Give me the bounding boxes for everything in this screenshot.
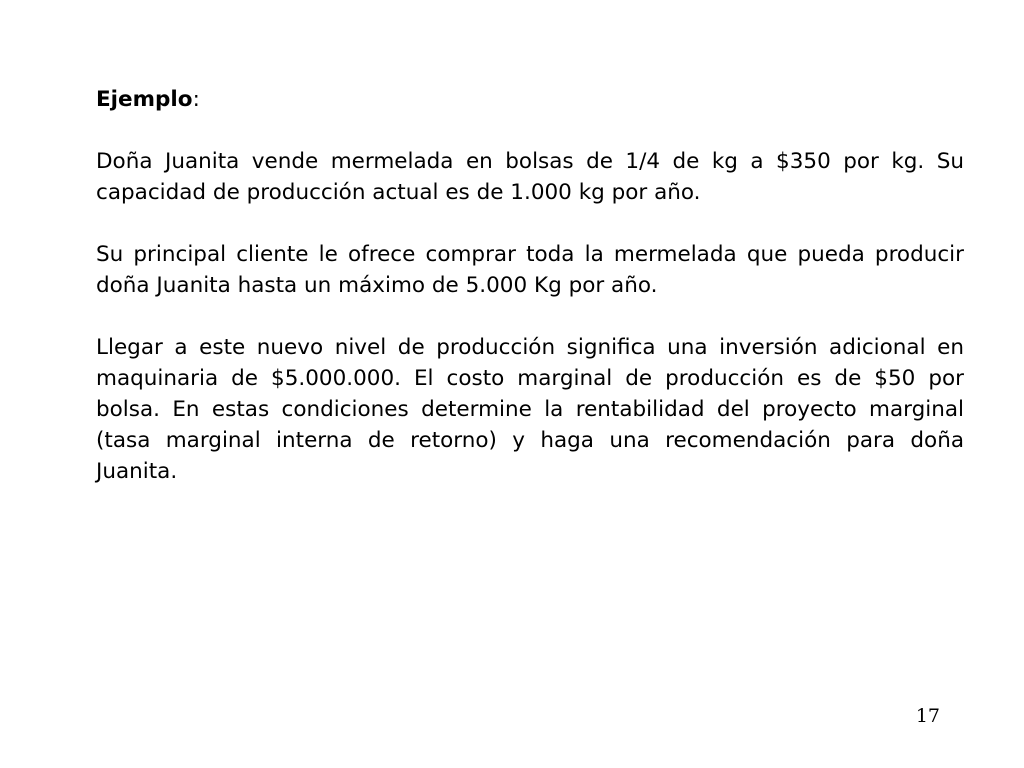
paragraph-client-offer: Su principal cliente le ofrece comprar toda la mermelada que pueda producir doña Juanita hasta un máximo de 5.000 Kg por año. <box>96 242 964 298</box>
example-heading-label: Ejemplo <box>96 87 193 112</box>
example-heading-colon: : <box>192 87 200 112</box>
paragraph-investment-question: Llegar a este nuevo nivel de producción significa una inversión adicional en maquinaria de $5.000.000. El costo marginal de producción es de $50 por bolsa. En estas condiciones determine la rentabilidad del proyecto marginal (tasa marginal interna de retorno) y haga una recomendación para doña Juanita. <box>96 335 964 484</box>
slide-content <box>96 84 964 518</box>
paragraph-problem-intro: Doña Juanita vende mermelada en bolsas de 1/4 de kg a $350 por kg. Su capacidad de producción actual es de 1.000 kg por año. <box>96 149 964 205</box>
page-number: 17 <box>915 705 940 727</box>
example-heading <box>96 84 964 115</box>
